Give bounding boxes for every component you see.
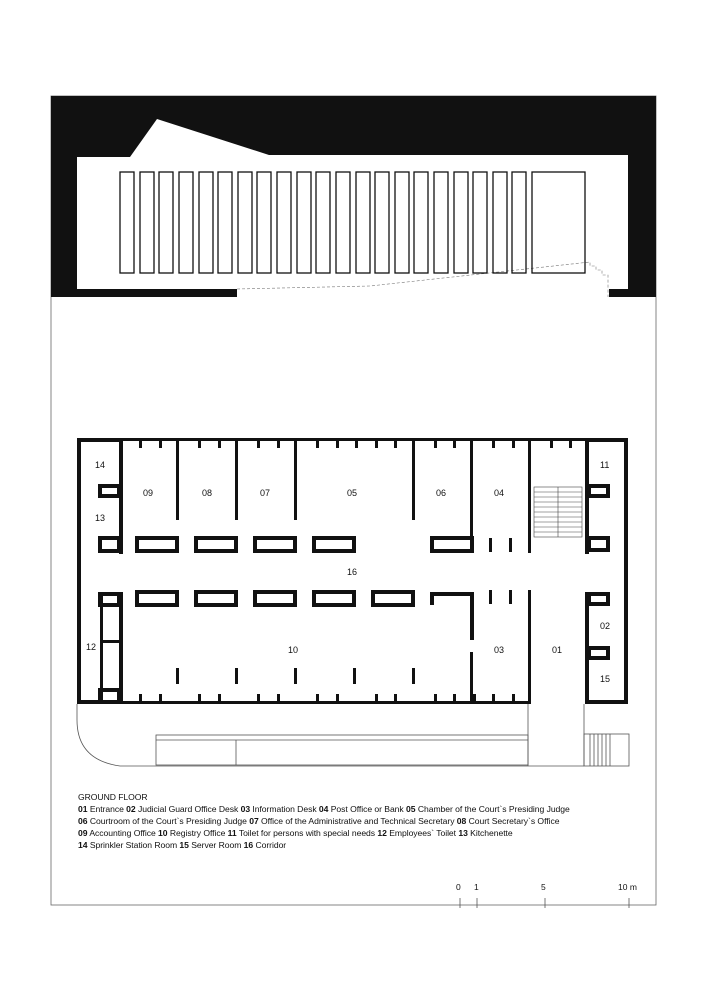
legend-line: 09 Accounting Office 10 Registry Office 11 Toilet for persons with special needs 12 Employees` Toilet 13 Kitchenette <box>78 828 513 839</box>
corridor-door-stubs-bottom <box>137 590 531 704</box>
room-label-10: 10 <box>288 645 299 655</box>
legend-line: 14 Sprinkler Station Room 15 Server Room 16 Corridor <box>78 840 287 851</box>
room-label-01: 01 <box>552 645 563 655</box>
room-label-11: 11 <box>600 460 610 470</box>
room-label-14: 14 <box>95 460 106 470</box>
stair <box>534 487 582 537</box>
legend-line: 01 Entrance 02 Judicial Guard Office Desk 03 Information Desk 04 Post Office or Bank 05 Chamber of the Court`s Presiding Judge <box>78 804 570 815</box>
scale-tick-label: 5 <box>541 882 546 892</box>
room-label-08: 08 <box>202 488 213 498</box>
scale-tick-label: 0 <box>456 882 461 892</box>
exterior-ramp <box>77 704 629 766</box>
room-label-12: 12 <box>86 642 97 652</box>
room-label-02: 02 <box>600 621 611 631</box>
room-label-04: 04 <box>494 488 505 498</box>
room-label-16: 16 <box>347 567 358 577</box>
room-label-13: 13 <box>95 513 106 523</box>
scale-bar <box>456 882 637 908</box>
scale-tick-label: 1 <box>474 882 479 892</box>
room-label-03: 03 <box>494 645 505 655</box>
corridor-door-stubs-top <box>137 538 512 552</box>
window-piers-top <box>139 441 572 448</box>
legend-line: 06 Courtroom of the Court`s Presiding Judge 07 Office of the Administrative and Technical Secretary 08 Court Secretary`s Office <box>78 816 560 827</box>
window-piers-bottom <box>139 694 515 701</box>
room-label-09: 09 <box>143 488 154 498</box>
room-label-06: 06 <box>436 488 447 498</box>
room-labels <box>86 460 610 684</box>
legend-title: GROUND FLOOR <box>78 792 148 802</box>
scale-tick-label: 10 m <box>618 882 637 892</box>
room-label-05: 05 <box>347 488 358 498</box>
room-label-15: 15 <box>600 674 611 684</box>
building-section <box>51 96 656 297</box>
room-label-07: 07 <box>260 488 271 498</box>
right-service-block <box>589 486 611 658</box>
ground-floor-plan <box>77 438 629 766</box>
legend <box>78 791 668 851</box>
registry-stubs <box>176 668 415 684</box>
